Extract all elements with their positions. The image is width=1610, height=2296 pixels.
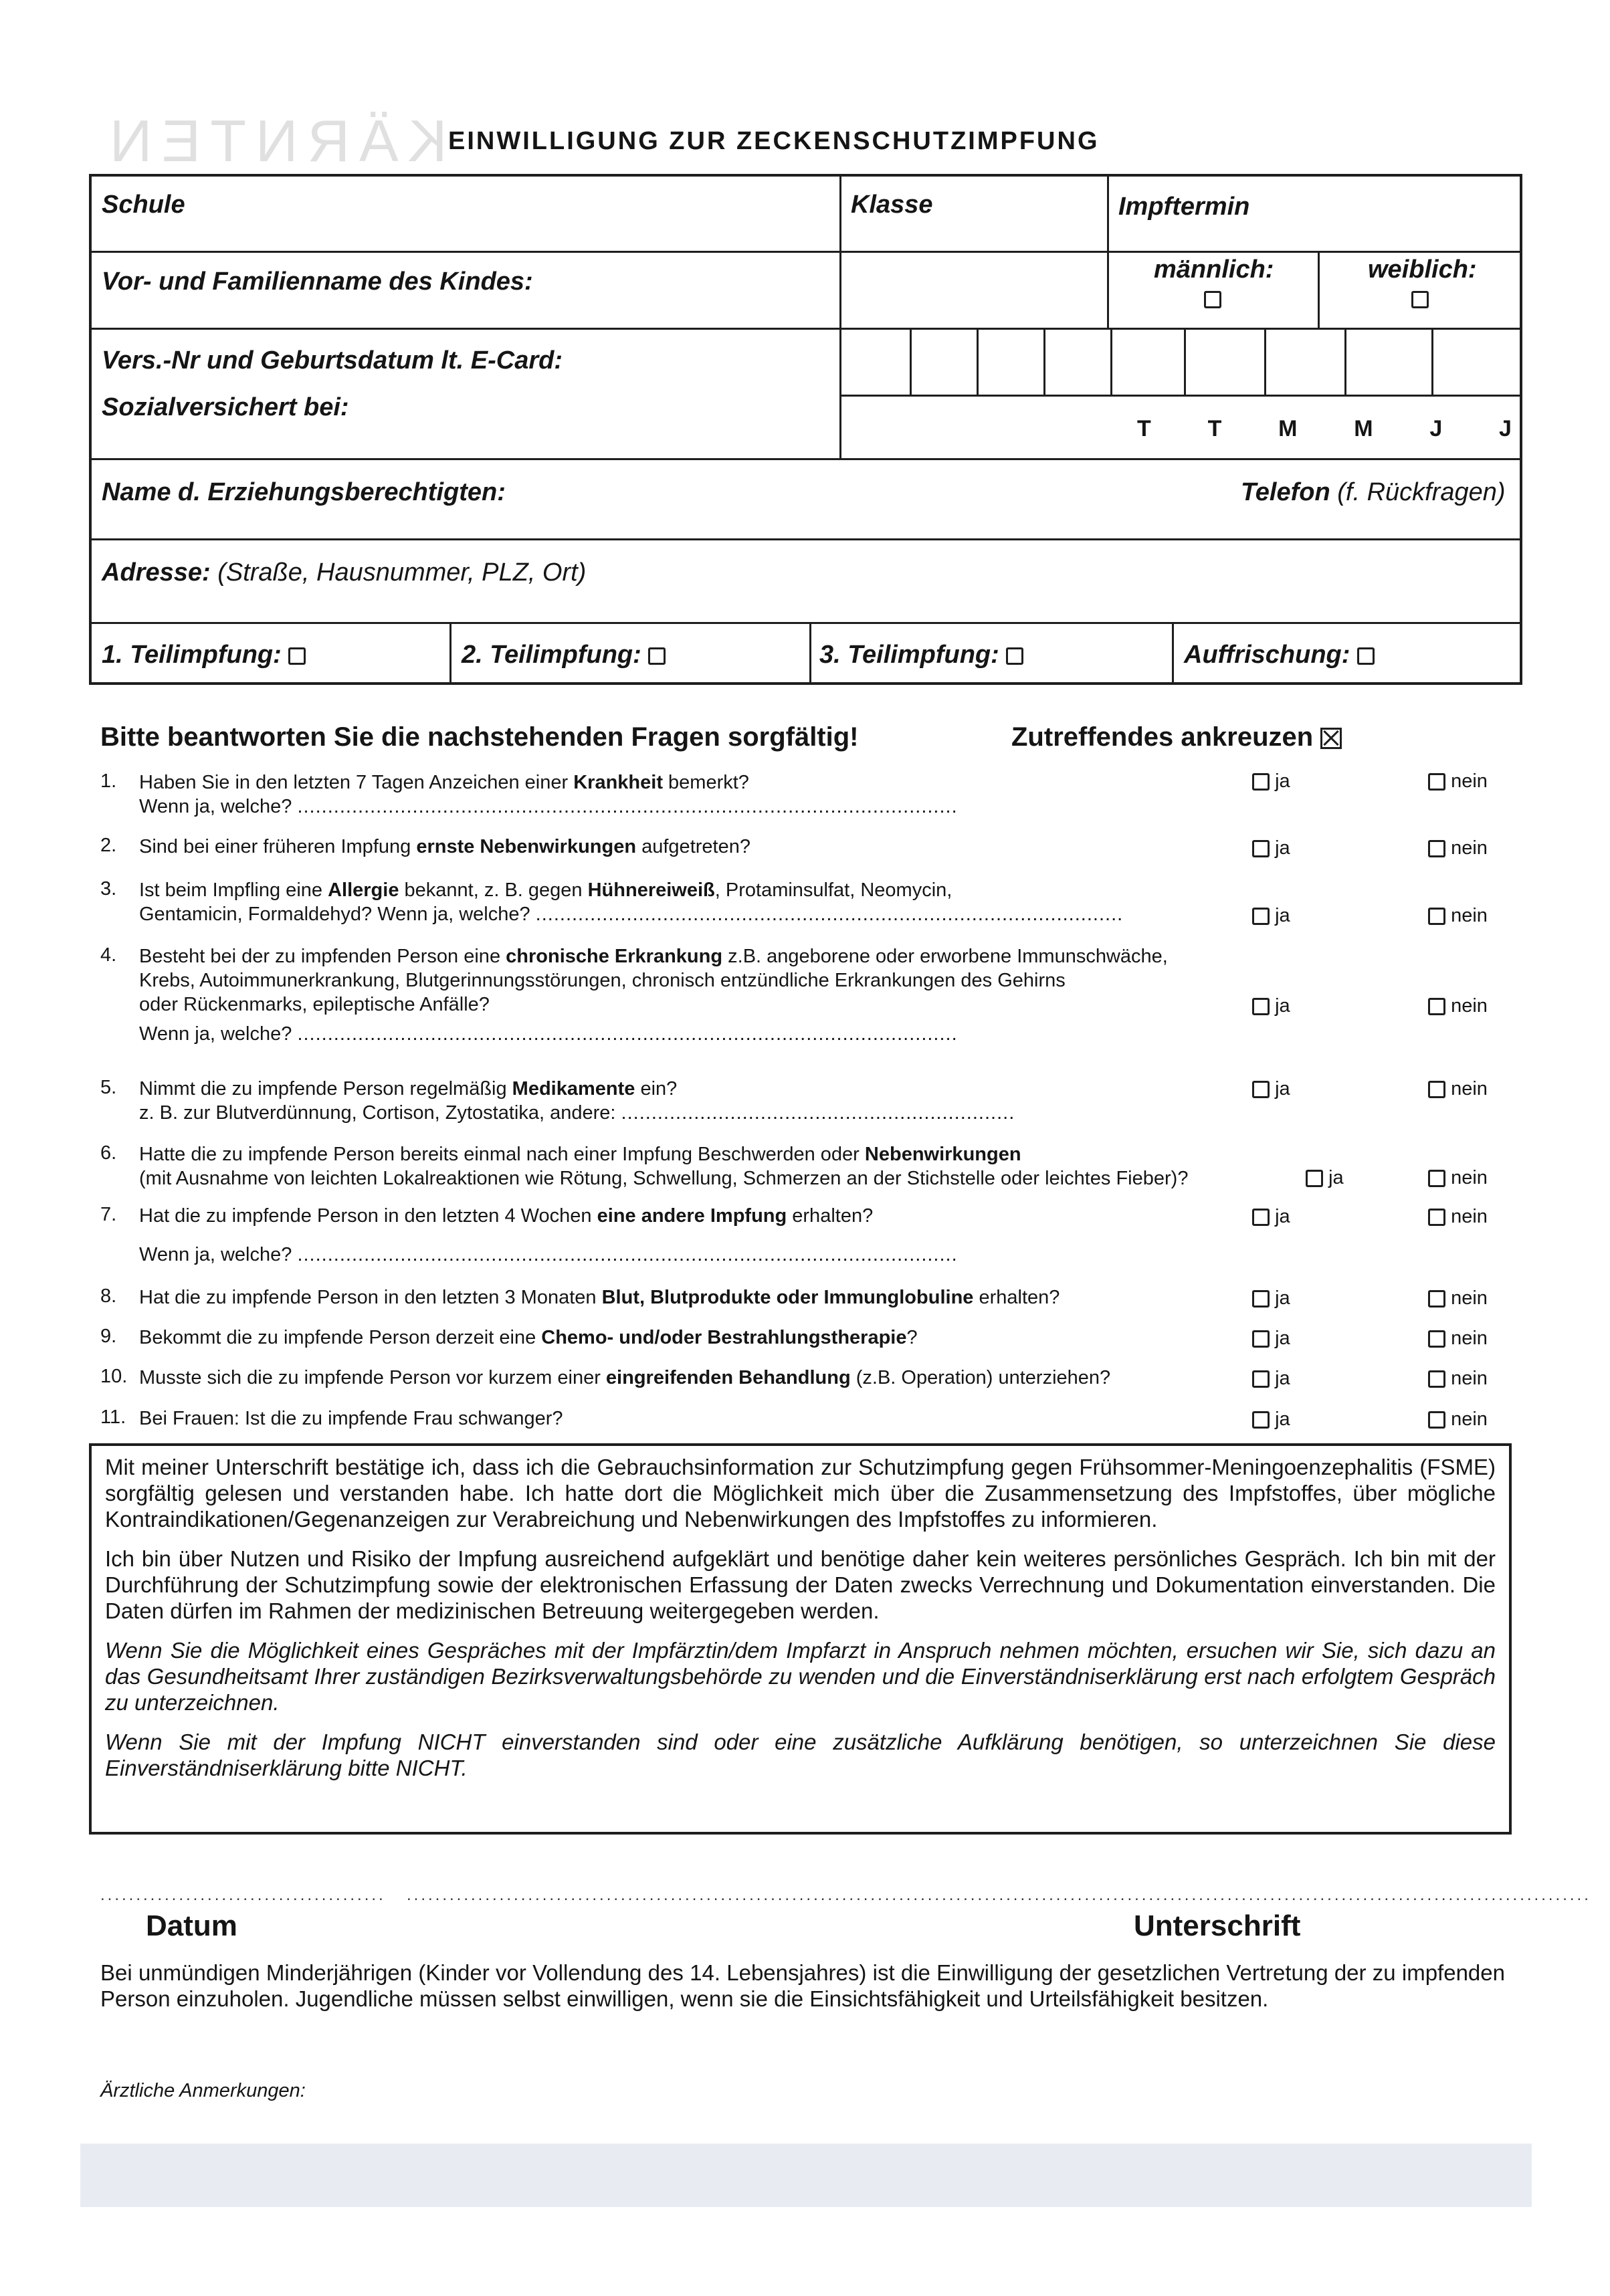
impftermin-label: Impftermin (1118, 193, 1250, 221)
klasse-label: Klasse (851, 191, 933, 219)
maennlich-checkbox[interactable] (1204, 291, 1221, 308)
q8-ja[interactable]: ja (1252, 1287, 1290, 1310)
q8-nein[interactable]: nein (1428, 1287, 1488, 1310)
consent-paragraph-4: Wenn Sie mit der Impfung NICHT einverstanden sind oder eine zusätzliche Aufklärung benötigen, so unterzeichnen Sie diese Einverständniserklärung bitte NICHT. (105, 1730, 1496, 1780)
q6-ja[interactable]: ja (1306, 1167, 1344, 1189)
consent-paragraph-3: Wenn Sie die Möglichkeit eines Gespräches mit der Impfärztin/dem Impfarzt in Anspruch nehmen möchten, ersuchen wir Sie, sich dazu an das Gesundheitsamt Ihrer zuständigen Bezirksverwaltungsbehörde zu wenden und die Einverständniserklärung erst nach erfolgtem Gespräch zu unterzeichnen. (105, 1638, 1496, 1715)
question-2: Sind bei einer früheren Impfung ernste Nebenwirkungen aufgetreten? (139, 836, 750, 857)
q4-nein[interactable]: nein (1428, 995, 1488, 1017)
q10-ja[interactable]: ja (1252, 1368, 1290, 1390)
question-10: Musste sich die zu impfende Person vor kurzem einer eingreifenden Behandlung (z.B. Operation) unterziehen? (139, 1367, 1111, 1388)
q10-nein[interactable]: nein (1428, 1368, 1488, 1390)
question-7: Hat die zu impfende Person in den letzten 4 Wochen eine andere Impfung erhalten? Wenn ja, welche? ............................................................................................................. (139, 1205, 958, 1265)
aerztliche-anmerkungen-label: Ärztliche Anmerkungen: (100, 2080, 306, 2101)
question-8: Hat die zu impfende Person in den letzten 3 Monaten Blut, Blutprodukte oder Immunglobuline erhalten? (139, 1287, 1060, 1308)
consent-statement-box (89, 1443, 1512, 1835)
unterschrift-label: Unterschrift (1134, 1909, 1301, 1942)
q9-nein[interactable]: nein (1428, 1328, 1488, 1350)
versnr-label: Vers.-Nr und Geburtsdatum lt. E-Card: (102, 346, 563, 375)
q1-nein[interactable]: nein (1428, 770, 1488, 793)
q5-ja[interactable]: ja (1252, 1078, 1290, 1100)
consent-paragraph-1: Mit meiner Unterschrift bestätige ich, dass ich die Gebrauchsinformation zur Schutzimpfung gegen Frühsommer-Meningoenzephalitis (FSME) sorgfältig gelesen und verstanden habe. Ich hatte dort die Möglichkeit mich über die Zusammensetzung des Impfstoffes, über mögliche Kontraindikationen/Gegenanzeigen zur Verabreichung und Nebenwirkungen des Impfstoffes zu informieren. (105, 1455, 1496, 1532)
q7-nein[interactable]: nein (1428, 1206, 1488, 1228)
child-name-label: Vor- und Familienname des Kindes: (102, 268, 533, 296)
q2-nein[interactable]: nein (1428, 837, 1488, 859)
q6-nein[interactable]: nein (1428, 1167, 1488, 1189)
question-11: Bei Frauen: Ist die zu impfende Frau schwanger? (139, 1408, 563, 1429)
schule-label: Schule (102, 191, 185, 219)
teilimpfung-2[interactable]: 2. Teilimpfung: (462, 641, 666, 669)
auffrischung-checkbox (1357, 647, 1375, 665)
birthdate-format: T T M M J J (1137, 416, 1512, 441)
guardian-name-label: Name d. Erziehungsberechtigten: (102, 478, 506, 506)
teilimpfung-3-checkbox (1006, 647, 1023, 665)
q7-ja[interactable]: ja (1252, 1206, 1290, 1228)
question-4: Besteht bei der zu impfenden Person eine chronische Erkrankung z.B. angeborene oder erworbene Immunschwäche, Krebs, Autoimmunerkrankung, Blutgerinnungsstörungen, chronisch entzündliche Erkrankungen des Gehirns oder Rückenmarks, epileptische Anfälle? Wenn ja, welche? ............................................................................................................. (139, 946, 1168, 1045)
auffrischung[interactable]: Auffrischung: (1184, 641, 1375, 669)
question-5: Nimmt die zu impfende Person regelmäßig Medikamente ein? z. B. zur Blutverdünnung, Cortison, Zytostatika, andere: ................................................................. (139, 1078, 1015, 1124)
q3-nein[interactable]: nein (1428, 905, 1488, 927)
adresse-label: Adresse: (Straße, Hausnummer, PLZ, Ort) (102, 558, 587, 587)
teilimpfung-3[interactable]: 3. Teilimpfung: (819, 641, 1023, 669)
telefon-label: Telefon (f. Rückfragen) (1241, 478, 1506, 506)
question-1: Haben Sie in den letzten 7 Tagen Anzeichen einer Krankheit bemerkt? Wenn ja, welche? ............................................................................................................. (139, 772, 958, 817)
datum-label: Datum (146, 1909, 237, 1942)
q4-ja[interactable]: ja (1252, 995, 1290, 1017)
minors-note: Bei unmündigen Minderjährigen (Kinder vor Vollendung des 14. Lebensjahres) ist die Einwilligung der gesetzlichen Vertretung der zu impfenden Person einzuholen. Jugendliche müssen selbst einwilligen, wenn sie die Einsichtsfähigkeit und Urteilsfähigkeit besitzen. (100, 1960, 1505, 2011)
footer-band (80, 2144, 1532, 2207)
form-title: EINWILLIGUNG ZUR ZECKENSCHUTZIMPFUNG (448, 127, 1100, 155)
q11-ja[interactable]: ja (1252, 1408, 1290, 1431)
q5-nein[interactable]: nein (1428, 1078, 1488, 1100)
q11-nein[interactable]: nein (1428, 1408, 1488, 1431)
signature-line[interactable]: ...................................................................................................................................................................... (407, 1886, 1591, 1904)
weiblich-checkbox[interactable] (1411, 291, 1429, 308)
q3-ja[interactable]: ja (1252, 905, 1290, 927)
consent-paragraph-2: Ich bin über Nutzen und Risiko der Impfung ausreichend aufgeklärt und benötige daher kein weiteres persönliches Gespräch. Ich bin mit der Durchführung der Schutzimpfung sowie der elektronischen Erfassung der Daten zwecks Verrechnung und Dokumentation einverstanden. Die Daten dürfen im Rahmen der medizinischen Betreuung weitergegeben werden. (105, 1546, 1496, 1623)
show-through-heading: KÄRNTEN (100, 108, 447, 174)
weiblich-label: weiblich: (1368, 255, 1477, 284)
date-line[interactable]: ........................................ (100, 1886, 386, 1904)
q1-ja[interactable]: ja (1252, 770, 1290, 793)
checked-box-icon (1320, 728, 1342, 749)
questions-header: Bitte beantworten Sie die nachstehenden Fragen sorgfältig! (100, 722, 859, 752)
question-9: Bekommt die zu impfende Person derzeit eine Chemo- und/oder Bestrahlungstherapie? (139, 1327, 918, 1348)
question-3: Ist beim Impfling eine Allergie bekannt, z. B. gegen Hühnereiweiß, Protaminsulfat, Neomycin, Gentamicin, Formaldehyd? Wenn ja, welche? ................................................................................................. (139, 879, 1124, 925)
q2-ja[interactable]: ja (1252, 837, 1290, 859)
teilimpfung-2-checkbox (648, 647, 666, 665)
ankreuzen-header: Zutreffendes ankreuzen (1011, 722, 1342, 752)
question-6: Hatte die zu impfende Person bereits einmal nach einer Impfung Beschwerden oder Nebenwirkungen (mit Ausnahme von leichten Lokalreaktionen wie Rötung, Schwellung, Schmerzen an der Stichstelle oder leichtes Fieber)? (139, 1144, 1189, 1189)
teilimpfung-1[interactable]: 1. Teilimpfung: (102, 641, 306, 669)
maennlich-label: männlich: (1154, 255, 1274, 284)
teilimpfung-1-checkbox (288, 647, 306, 665)
sozialversichert-label: Sozialversichert bei: (102, 393, 349, 421)
q9-ja[interactable]: ja (1252, 1328, 1290, 1350)
